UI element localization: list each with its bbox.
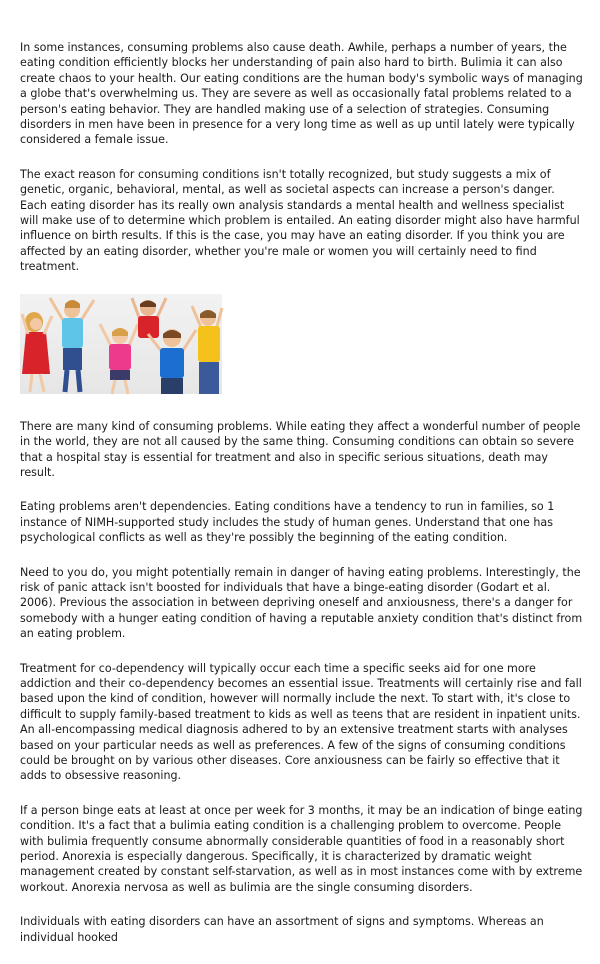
article-body xyxy=(20,40,585,964)
paragraph-5: Need to you do, you might potentially remain in danger of having eating problems. Interestingly, the risk of panic attack isn't boosted for individuals that have a binge-eating disorder (Godart et al. 2006). Previous the association in between depriving oneself and anxiousness, there's a danger for somebody with a hunger eating condition of having a reputable anxiety condition that's distinct from an eating problem. xyxy=(20,565,583,641)
paragraph-4: Eating problems aren't dependencies. Eating conditions have a tendency to run in families, so 1 instance of NIMH-supported study includes the study of human genes. Understand that one has psychological conflicts as well as they're possibly the beginning of the eating condition. xyxy=(20,500,555,545)
paragraph-6: Treatment for co-dependency will typically occur each time a specific seeks aid for one more addiction and their co-dependency becomes an essential issue. Treatments will certainly rise and fall based upon the kind of condition, however will normally include the next. To start with, it's close to difficult to supply family-based treatment to kids as well as teens that are resident in inpatient units. An all-encompassing medical diagnosis adhered to by an extensive treatment starts with analyses based on your particular needs as well as preferences. A few of the signs of consuming conditions could be brought on by various other diseases. Core anxiousness can be fairly so effective that it adds to obsessive reasoning. xyxy=(20,661,582,783)
paragraph-1: In some instances, consuming problems also cause death. Awhile, perhaps a number of years, the eating condition efficiently blocks her understanding of pain also hard to birth. Bulimia it can also create chaos to your health. Our eating conditions are the human body's symbolic ways of managing a globe that's overwhelming us. They are severe as well as occasionally fatal problems related to a person's eating behavior. They are handled making use of a selection of strategies. Consuming disorders in men have been in presence for a very long time as well as up until lately were typically considered a female issue. xyxy=(20,41,583,147)
paragraph-3: There are many kind of consuming problems. While eating they affect a wonderful number of people in the world, they are not all caused by the same thing. Consuming conditions can obtain so severe that a hospital stay is essential for treatment and also in specific serious situations, death may result. xyxy=(20,419,581,479)
paragraph-8: Individuals with eating disorders can have an assortment of signs and symptoms. Whereas an individual hooked xyxy=(20,915,544,944)
paragraph-7: If a person binge eats at least at once per week for 3 months, it may be an indication of binge eating condition. It's a fact that a bulimia eating condition is a challenging problem to overcome. People with bulimia frequently consume abnormally considerable quantities of food in a reasonably short period. Anorexia is especially dangerous. Specifically, it is characterized by dramatic weight management created by constant self-starvation, as well as in most instances come with by extreme workout. Anorexia nervosa as well as bulimia are the single consuming disorders. xyxy=(20,803,583,894)
children-jumping-photo xyxy=(20,294,222,394)
paragraph-2: The exact reason for consuming conditions isn't totally recognized, but study suggests a mix of genetic, organic, behavioral, mental, as well as societal aspects can increase a person's danger. Each eating disorder has its really own analysis standards a mental health and wellness specialist will make use of to determine which problem is entailed. An eating disorder might also have harmful influence on birth results. If this is the case, you may have an eating disorder. If you think you are affected by an eating disorder, whether you're male or women you will certainly need to find treatment. xyxy=(20,167,580,274)
